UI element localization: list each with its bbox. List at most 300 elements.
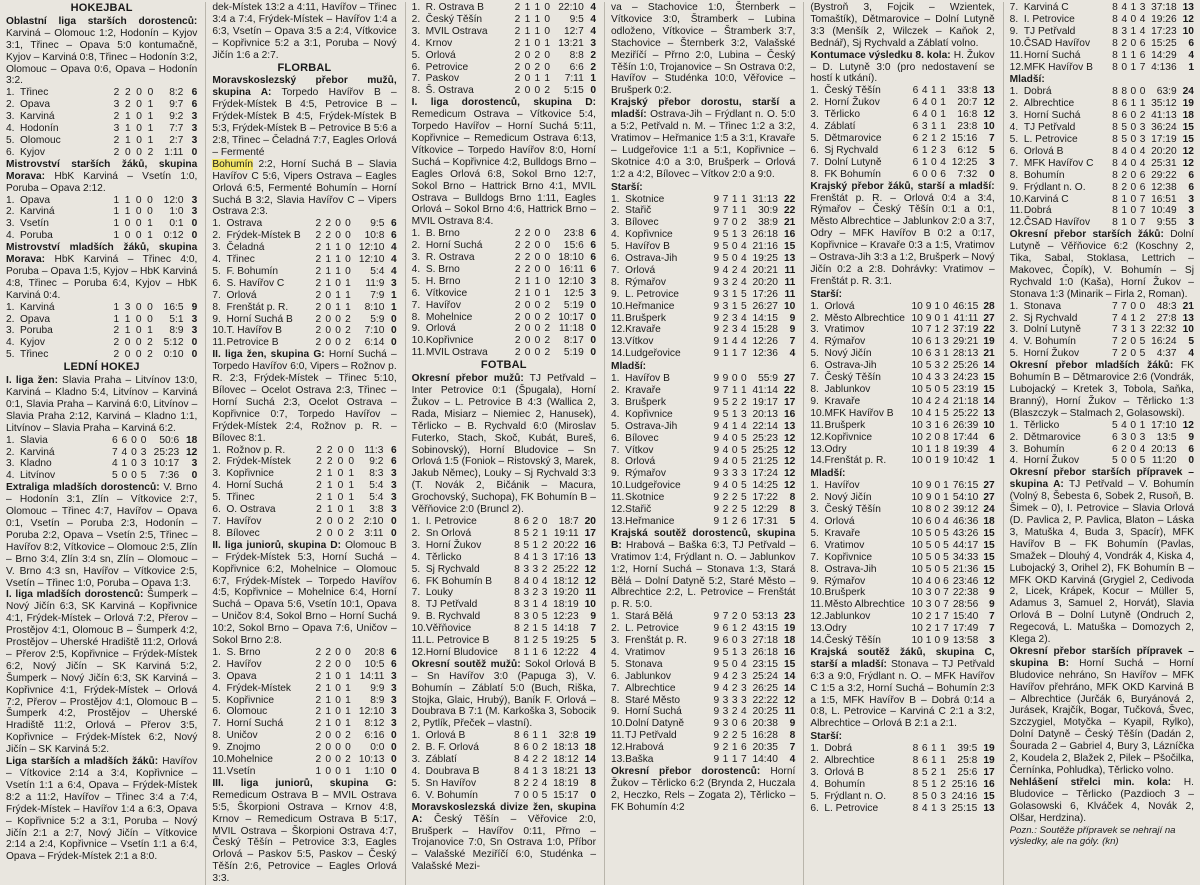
cell-score: 9:2 [169, 111, 184, 123]
table-row [412, 2, 596, 14]
cell-lost: 7 [1139, 61, 1146, 73]
cell-won: 2 [124, 99, 131, 111]
table-row [611, 373, 795, 385]
cell-played: 6 [111, 434, 118, 446]
cell-points: 4 [789, 754, 796, 766]
cell-score: 23:15 [752, 658, 778, 670]
cell-won: 3 [1121, 324, 1127, 336]
cell-won: 7 [722, 205, 729, 217]
cell-score: 11:18 [559, 323, 584, 335]
cell-lost: 0 [1139, 300, 1146, 312]
cell-drawn: 0 [131, 434, 137, 446]
cell-team: Stařič [625, 205, 652, 217]
cell-team: L. Petrovice [625, 288, 679, 300]
cell-played: 9 [713, 253, 720, 265]
cell-won: 4 [925, 575, 932, 587]
table-row [611, 647, 795, 659]
cell-played: 10 [911, 419, 923, 431]
cell-team: Třinec [20, 349, 49, 361]
cell-score: 3:8 [369, 504, 384, 516]
cell-lost: 0 [345, 265, 351, 277]
cell-score: 18:7 [558, 515, 579, 527]
cell-played: 10 [911, 611, 923, 623]
table-row [1010, 38, 1194, 50]
table-row [212, 230, 396, 242]
results-text: Havířov – Vítkovice 2:14 a 3:4, Kopřivnice – Vsetín 1:1 a 6:4, Opava – Frýdek-Místek 8:2 a 11:2, Havířov – Třinec 3:4 a 7:4, Frýdek-Místek – Havířov 1:4 a 6:3, Opava – Kopřivnice 5:2 a 3:1, Poruba – Nový Jičín 2:1 a 2:7, Nový Jičín – Vítkovice 2:14 a 2:4, Kopřivnice – Vsetín 1:1 a 6:4, Opava – Frýdek-Místek 2:1 a 8:0. [6, 756, 198, 863]
table-row [6, 314, 197, 326]
cell-points: 4 [590, 2, 596, 13]
highlighted-word: Bohumín [212, 158, 254, 170]
cell-score: 55:9 [758, 373, 778, 385]
cell-lost: 3 [140, 446, 147, 458]
cell-team: Olomouc [226, 706, 268, 718]
cell-score: 10:5 [364, 658, 385, 670]
table-row [611, 730, 795, 742]
section-heading: HOKEJBAL [70, 2, 133, 14]
cell-played: 2 [113, 325, 120, 337]
cell-lost: 4 [1139, 13, 1146, 25]
cell-rank: 4. [810, 121, 819, 133]
cell-score: 7:10 [364, 325, 385, 337]
cell-team: Dobrá [1023, 205, 1052, 217]
cell-lost: 2 [1139, 110, 1146, 122]
table-row [611, 659, 795, 671]
cell-team: Bílovec [625, 432, 659, 444]
subsection-label: Mladší: [610, 361, 647, 373]
competition-name: Okresní přebor starších přípravek – skupina B: [1009, 645, 1194, 669]
table-row [810, 157, 994, 169]
cell-rank: 5. [411, 49, 421, 61]
cell-played: 3 [113, 99, 120, 111]
cell-won: 0 [524, 347, 531, 359]
cell-points: 19 [783, 623, 796, 635]
cell-played: 2 [315, 682, 322, 694]
cell-lost: 2 [348, 515, 354, 527]
cell-lost: 5 [943, 539, 949, 551]
cell-rank: 3. [212, 670, 221, 682]
cell-lost: 3 [741, 468, 747, 480]
cell-team: Havířov [226, 658, 262, 670]
cell-lost: 5 [1139, 455, 1146, 467]
cell-score: 23:8 [957, 121, 978, 133]
cell-lost: 1 [943, 312, 949, 324]
standings-table [611, 611, 795, 766]
cell-lost: 2 [147, 337, 153, 349]
cell-rank: 6. [610, 670, 620, 682]
table-row [810, 336, 994, 348]
cell-team: Orlová [425, 323, 456, 335]
competition-name: Okresní přebor mužů: [411, 373, 524, 385]
cell-team: B. Brno [425, 228, 460, 240]
cell-played: 2 [316, 515, 322, 527]
cell-rank: 11. [810, 599, 824, 611]
cell-score: 5:19 [563, 347, 584, 359]
cell-drawn: 1 [731, 420, 738, 432]
cell-won: 2 [1121, 37, 1127, 49]
cell-drawn: 0 [335, 718, 341, 730]
cell-points: 12 [983, 109, 995, 121]
results-paragraph [212, 2, 396, 62]
cell-lost: 0 [147, 313, 153, 325]
cell-played: 9 [713, 241, 720, 253]
cell-team: Ostrava [226, 218, 263, 230]
table-row [212, 314, 396, 326]
cell-team: Heřmanice [625, 300, 675, 312]
cell-lost: 7 [943, 623, 949, 635]
cell-drawn: 1 [532, 539, 539, 551]
cell-drawn: 0 [931, 168, 937, 180]
cell-points: 22 [783, 205, 796, 217]
competition-name: I. liga mladších dorostenců: [6, 589, 144, 601]
cell-score: 22:38 [952, 587, 979, 599]
cell-won: 4 [722, 444, 729, 456]
cell-points: 22 [783, 193, 796, 205]
cell-team: Stonava [625, 658, 663, 670]
cell-team: Skotnice [625, 193, 665, 205]
cell-drawn: 0 [934, 575, 941, 587]
cell-played: 9 [713, 670, 720, 682]
table-row [212, 302, 396, 314]
cell-won: 3 [722, 468, 729, 480]
cell-played: 6 [912, 156, 919, 168]
cell-drawn: 1 [335, 254, 341, 266]
cell-points: 6 [390, 646, 397, 658]
cell-score: 16:11 [559, 263, 584, 275]
cell-lost: 6 [1139, 169, 1146, 181]
cell-rank: 12. [610, 504, 626, 516]
cell-won: 2 [925, 611, 932, 623]
cell-score: 12:25 [951, 156, 978, 168]
cell-lost: 2 [943, 360, 949, 372]
cell-lost: 7 [1139, 217, 1146, 229]
table-row [412, 540, 596, 552]
cell-rank: 1. [411, 228, 421, 240]
cell-rank: 14. [810, 635, 825, 647]
standings-table [6, 302, 197, 362]
cell-played: 2 [514, 252, 521, 264]
cell-score: 20:13 [1151, 443, 1177, 455]
cell-points: 8 [590, 777, 596, 789]
cell-drawn: 3 [731, 324, 738, 336]
cell-team: Orlová B [1023, 145, 1064, 157]
table-row [810, 599, 994, 611]
table-row [611, 336, 795, 348]
cell-drawn: 3 [934, 348, 941, 360]
cell-rank: 2. [1009, 431, 1019, 443]
cell-lost: 6 [741, 742, 747, 754]
cell-rank: 2. [1009, 98, 1019, 110]
results-paragraph [611, 2, 795, 97]
cell-team: Horní Suchá [1023, 49, 1081, 61]
table-row [412, 240, 596, 252]
cell-points: 3 [590, 275, 596, 287]
cell-lost: 1 [345, 682, 351, 694]
table-row [810, 528, 994, 540]
cell-won: 4 [921, 802, 928, 814]
cell-lost: 1 [348, 504, 354, 516]
cell-lost: 3 [741, 694, 747, 706]
cell-team: ČSAD Havířov [1023, 217, 1091, 229]
cell-points: 27 [983, 480, 995, 492]
cell-won: 2 [524, 240, 531, 252]
cell-lost: 1 [345, 694, 351, 706]
competition-name: I. liga dorostenců, skupina D: [411, 97, 596, 109]
cell-team: V. Bohumín [1023, 336, 1076, 348]
cell-rank: 2. [810, 492, 819, 504]
cell-team: Havířov B [625, 373, 670, 385]
cell-lost: 3 [741, 646, 747, 658]
cell-team: S. Brno [425, 263, 460, 275]
cell-rank: 1. [411, 2, 421, 13]
cell-won: 7 [1121, 300, 1127, 312]
cell-points: 22 [983, 324, 995, 336]
competition-name: Krajský přebor dorostu, starší a mladší: [610, 97, 796, 121]
cell-score: 25:22 [952, 407, 979, 419]
cell-played: 10 [911, 515, 923, 527]
cell-points: 7 [789, 336, 796, 348]
results-paragraph [1010, 467, 1194, 646]
cell-score: 22:32 [1151, 324, 1177, 336]
cell-drawn: 2 [931, 144, 937, 156]
cell-played: 8 [513, 742, 520, 754]
cell-points: 0 [390, 742, 397, 754]
cell-lost: 4 [741, 312, 747, 324]
cell-drawn: 1 [731, 408, 738, 420]
table-row [611, 671, 795, 683]
cell-drawn: 0 [136, 146, 142, 158]
results-paragraph [6, 242, 197, 302]
cell-score: 6:12 [957, 144, 978, 156]
cell-team: MVIL Ostrava [425, 347, 488, 359]
cell-points: 9 [789, 324, 796, 336]
standings-table [6, 195, 197, 243]
competition-name: II. liga juniorů, skupina D: [212, 539, 342, 551]
cell-won: 4 [1121, 312, 1127, 324]
cell-team: Kyjov [20, 337, 45, 349]
table-row [1010, 444, 1194, 456]
cell-team: Nový Jičín [824, 348, 872, 360]
cell-won: 1 [124, 206, 131, 218]
cell-team: Bílovec [226, 527, 260, 539]
cell-played: 6 [1111, 431, 1118, 443]
cell-drawn: 0 [1130, 348, 1137, 360]
cell-won: 0 [124, 349, 131, 361]
cell-drawn: 1 [931, 121, 937, 133]
cell-drawn: 0 [135, 218, 142, 230]
cell-lost: 3 [741, 682, 747, 694]
cell-points: 10 [783, 300, 796, 312]
table-row [412, 38, 596, 50]
table-row [212, 659, 396, 671]
cell-won: 4 [523, 754, 529, 766]
results-text: Olomouc B – Frýdek-Místek 5:3, Horní Suchá – Kopřivnice 6:2, Mohelnice – Olomouc 6:7, Frýdek-Místek – Torpedo Havířov 4:5, Kopřivnice – Mohelnice 6:4, Horní Suchá – Opava 5:6, Vsetín 10:1, Opava – Uničov 8:4, Sokol Brno – Horní Suchá 10:2, Sokol Brno – Opava 7:6, Uničov – Sokol Brno 2:8. [212, 539, 397, 647]
cell-drawn: 0 [934, 504, 941, 516]
results-text: V. Brno – Hodonín 3:1, Zlín – Vítkovice 2:7, Olomouc – Třinec 4:7, Havířov – Opava 0:1, Vsetín – Poruba 2:3, Hodonín – Poruba 2:2, Opava – Vsetín 2:5, Třinec – Havířov 8:2, Vítkovice – Olomouc 2:5, Zlín – Brno 3:4, Zlín 3:4 sn, Zlín – Olomouc – V. Brno 4:3 sn, Havířov – Vítkovice 2:5, Vsetín – Třinec 1:0, Poruba – Opava 1:3. [6, 482, 198, 589]
cell-score: 0:12 [163, 230, 184, 242]
cell-rank: 3. [212, 468, 221, 480]
cell-lost: 0 [544, 2, 551, 13]
table-row [611, 635, 795, 647]
cell-drawn: 0 [934, 587, 941, 599]
cell-points: 0 [590, 311, 596, 323]
cell-drawn: 0 [335, 313, 341, 325]
cell-score: 29:21 [952, 336, 979, 348]
cell-score: 25:25 [752, 444, 778, 456]
cell-rank: 4. [212, 682, 221, 694]
cell-won: 5 [722, 646, 729, 658]
cell-drawn: 1 [532, 599, 539, 611]
cell-won: 1 [523, 635, 529, 647]
cell-drawn: 1 [1130, 312, 1137, 324]
cell-points: 3 [1188, 193, 1194, 205]
cell-drawn: 0 [534, 347, 541, 359]
cell-played: 10 [911, 455, 923, 467]
cell-score: 22:10 [558, 2, 584, 13]
cell-team: Třinec [226, 254, 255, 266]
competition-name: Okresní přebor mladších žáků: [1009, 360, 1174, 372]
cell-score: 17:19 [1151, 133, 1177, 145]
cell-team: Dětmarovice [1023, 431, 1081, 443]
cell-drawn: 0 [135, 194, 142, 206]
cell-score: 43:15 [752, 623, 778, 635]
cell-lost: 0 [544, 263, 551, 275]
cell-won: 4 [925, 407, 932, 419]
cell-team: Frenštát p. R. [226, 301, 289, 313]
cell-lost: 1 [940, 85, 946, 97]
cell-team: Sj Rychvald [824, 144, 879, 156]
cell-rank: 13. [810, 623, 825, 635]
cell-score: 21:18 [952, 395, 979, 407]
cell-lost: 1 [940, 767, 946, 778]
cell-lost: 3 [1139, 122, 1146, 134]
cell-lost: 0 [345, 254, 351, 266]
table-row [611, 217, 795, 229]
cell-team: Doubrava B [425, 766, 480, 777]
cell-played: 8 [912, 778, 919, 790]
results-paragraph [6, 159, 197, 195]
cell-won: 5 [722, 241, 729, 253]
cell-score: 33:8 [957, 85, 978, 97]
cell-score: 20:25 [752, 706, 778, 718]
cell-played: 6 [912, 85, 919, 97]
cell-rank: 6. [411, 61, 421, 73]
cell-score: 15:17 [553, 789, 579, 801]
cell-team: Město Albrechtice [824, 599, 905, 611]
cell-won: 1 [325, 254, 332, 266]
cell-score: 13:5 [1156, 431, 1177, 443]
table-row [412, 288, 596, 300]
table-row [611, 695, 795, 707]
table-row [810, 169, 994, 181]
table-row [6, 195, 197, 207]
cell-won: 1 [1121, 205, 1127, 217]
table-row [212, 516, 396, 528]
cell-points: 27 [783, 373, 796, 385]
cell-rank: 3. [1009, 324, 1019, 336]
cell-team: Brušperk [824, 587, 866, 599]
cell-points: 0 [590, 323, 596, 335]
cell-won: 1 [325, 242, 332, 254]
cell-drawn: 3 [731, 694, 738, 706]
cell-points: 21 [983, 348, 995, 360]
table-row [6, 123, 197, 135]
table-row [412, 50, 596, 62]
cell-played: 9 [713, 288, 720, 300]
table-row [212, 337, 396, 349]
cell-played: 8 [1112, 98, 1118, 110]
cell-drawn: 0 [335, 742, 341, 754]
cell-points: 12 [983, 575, 995, 587]
cell-score: 23:46 [952, 575, 979, 587]
cell-points: 1 [390, 301, 397, 313]
competition-name: Mistrovství starších žáků, skupina Morava: [6, 158, 198, 182]
cell-score: 41:13 [1151, 110, 1177, 122]
cell-team: Stará Bělá [625, 611, 673, 623]
cell-lost: 1 [147, 134, 154, 146]
cell-won: 4 [722, 480, 729, 492]
table-row [810, 743, 994, 755]
cell-won: 0 [325, 337, 332, 349]
cell-lost: 6 [1139, 49, 1146, 61]
cell-won: 6 [1121, 98, 1127, 110]
table-row [412, 264, 596, 276]
cell-points: 9 [789, 718, 796, 730]
cell-points: 24 [1182, 86, 1194, 98]
cell-team: TJ Petřvald [1023, 25, 1076, 37]
cell-drawn: 1 [731, 205, 738, 217]
cell-played: 2 [315, 718, 322, 730]
table-row [212, 647, 396, 659]
cell-won: 2 [325, 218, 332, 230]
table-row [412, 276, 596, 288]
cell-drawn: 1 [931, 132, 937, 144]
cell-lost: 3 [541, 551, 548, 563]
cell-lost: 0 [147, 194, 153, 206]
table-row [810, 803, 994, 815]
cell-rank: 6. [6, 146, 15, 158]
results-text: Remedicum Ostrava B – MVIL Ostrava 5:5, Škorpioni Ostrava – Krnov 4:8, Krnov – Remedicum Ostrava B 5:17, MVIL Ostrava – Škorpioni Ostrava 4:7, Český Těšín – Petrovice 3:3, Eagles Orlová – Paskov 5:5, Paskov – Český Těšín 2:6, Petrovice – Eagles Orlová 3:3. [212, 789, 397, 885]
cell-rank: 11. [1009, 49, 1024, 61]
cell-score: 12:38 [1151, 181, 1177, 193]
cell-rank: 1. [6, 301, 15, 313]
table-row [810, 767, 994, 779]
cell-rank: 11. [610, 312, 625, 324]
cell-score: 9:5 [370, 218, 385, 230]
cell-won: 4 [121, 446, 128, 458]
cell-lost: 2 [345, 313, 351, 325]
cell-played: 9 [713, 456, 720, 468]
cell-points: 6 [191, 99, 198, 111]
cell-team: FK Bohumín B [425, 575, 493, 587]
cell-team: FK Bohumín [824, 168, 881, 180]
cell-drawn: 1 [931, 778, 937, 790]
cell-score: 25:8 [957, 755, 978, 767]
table-row [212, 706, 396, 718]
cell-won: 0 [325, 742, 332, 754]
cell-won: 2 [325, 646, 332, 658]
cell-won: 1 [124, 111, 131, 123]
cell-team: H. Brno [425, 275, 461, 287]
cell-score: 76:15 [952, 480, 979, 492]
table-row [212, 218, 396, 230]
cell-played: 8 [1112, 110, 1118, 122]
cell-points: 16 [783, 646, 796, 658]
table-row [611, 504, 795, 516]
cell-points: 11 [784, 276, 796, 288]
cell-played: 1 [113, 194, 120, 206]
cell-drawn: 2 [731, 730, 738, 742]
cell-drawn: 0 [136, 99, 142, 111]
